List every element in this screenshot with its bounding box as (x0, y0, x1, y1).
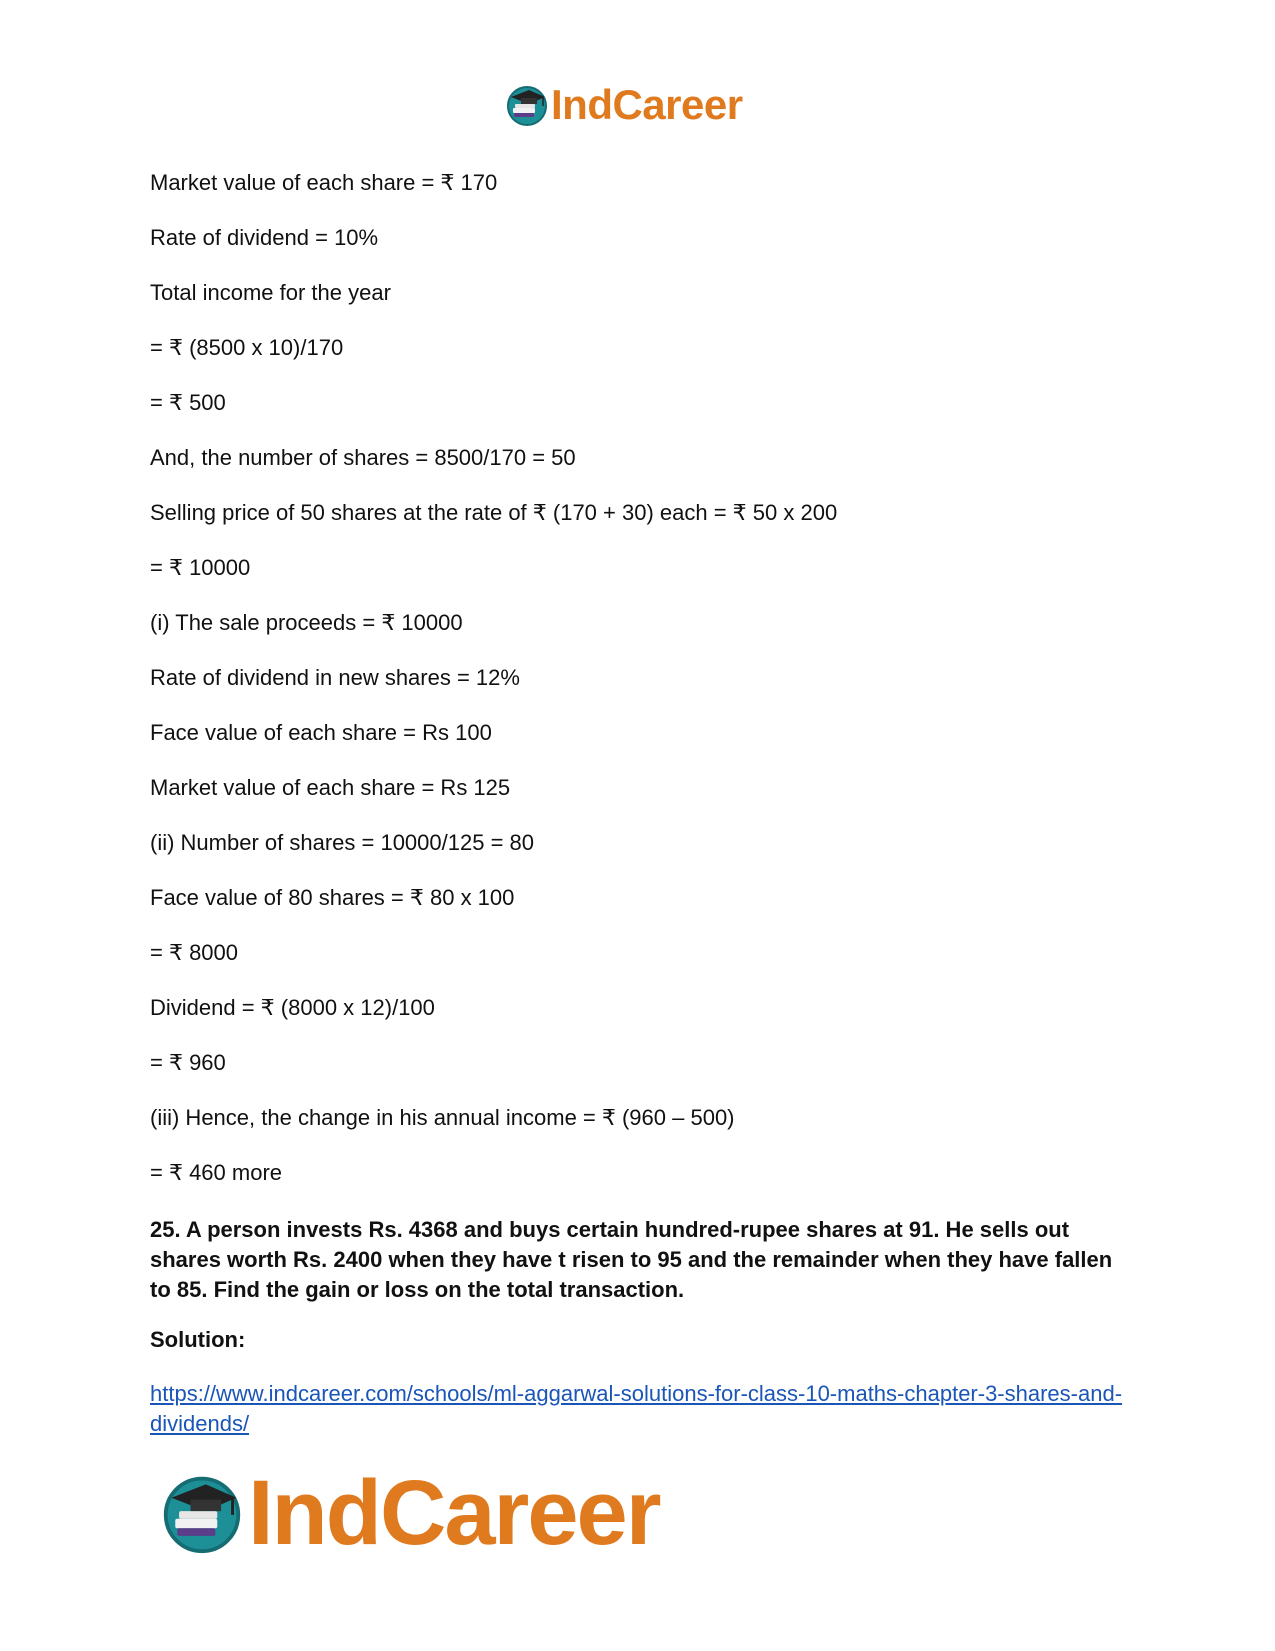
document-body (150, 170, 1130, 1439)
solution-line: (ii) Number of shares = 10000/125 = 80 (150, 830, 535, 855)
solution-line: Face value of 80 shares = ₹ 80 x 100 (150, 885, 515, 910)
solution-line: = ₹ (8500 x 10)/170 (150, 335, 344, 360)
footer-logo (160, 1461, 660, 1564)
solution-line: Dividend = ₹ (8000 x 12)/100 (150, 995, 435, 1020)
solution-line: Face value of each share = Rs 100 (150, 720, 492, 745)
solution-line: And, the number of shares = 8500/170 = 50 (150, 445, 576, 470)
solution-line: Rate of dividend in new shares = 12% (150, 665, 520, 690)
solution-label: Solution: (150, 1327, 246, 1352)
graduation-cap-icon (160, 1471, 244, 1555)
solution-line: Selling price of 50 shares at the rate of ₹ (170 + 30) each = ₹ 50 x 200 (150, 500, 838, 525)
logo-text: IndCareer (248, 1461, 660, 1564)
solution-line: = ₹ 460 more (150, 1160, 283, 1185)
graduation-cap-icon (505, 83, 549, 127)
solution-line: Market value of each share = ₹ 170 (150, 170, 498, 195)
solution-line: Rate of dividend = 10% (150, 225, 379, 250)
solution-line: = ₹ 960 (150, 1050, 226, 1075)
question-25: 25. A person invests Rs. 4368 and buys certain hundred-rupee shares at 91. He sells out shares worth Rs. 2400 when they have t risen to 95 and the remainder when they have fallen to 85. Find the gain or loss on the total transaction. (150, 1217, 1113, 1302)
solution-line: Total income for the year (150, 280, 391, 305)
solution-line: Market value of each share = Rs 125 (150, 775, 511, 800)
header-logo (505, 80, 743, 130)
solution-line: (iii) Hence, the change in his annual income = ₹ (960 – 500) (150, 1105, 735, 1130)
source-link[interactable]: https://www.indcareer.com/schools/ml-aggarwal-solutions-for-class-10-maths-chapter-3-shares-and-dividends/ (150, 1381, 1123, 1436)
logo-text: IndCareer (551, 81, 743, 128)
solution-line: (i) The sale proceeds = ₹ 10000 (150, 610, 463, 635)
solution-line: = ₹ 8000 (150, 940, 239, 965)
solution-line: = ₹ 10000 (150, 555, 251, 580)
solution-line: = ₹ 500 (150, 390, 226, 415)
